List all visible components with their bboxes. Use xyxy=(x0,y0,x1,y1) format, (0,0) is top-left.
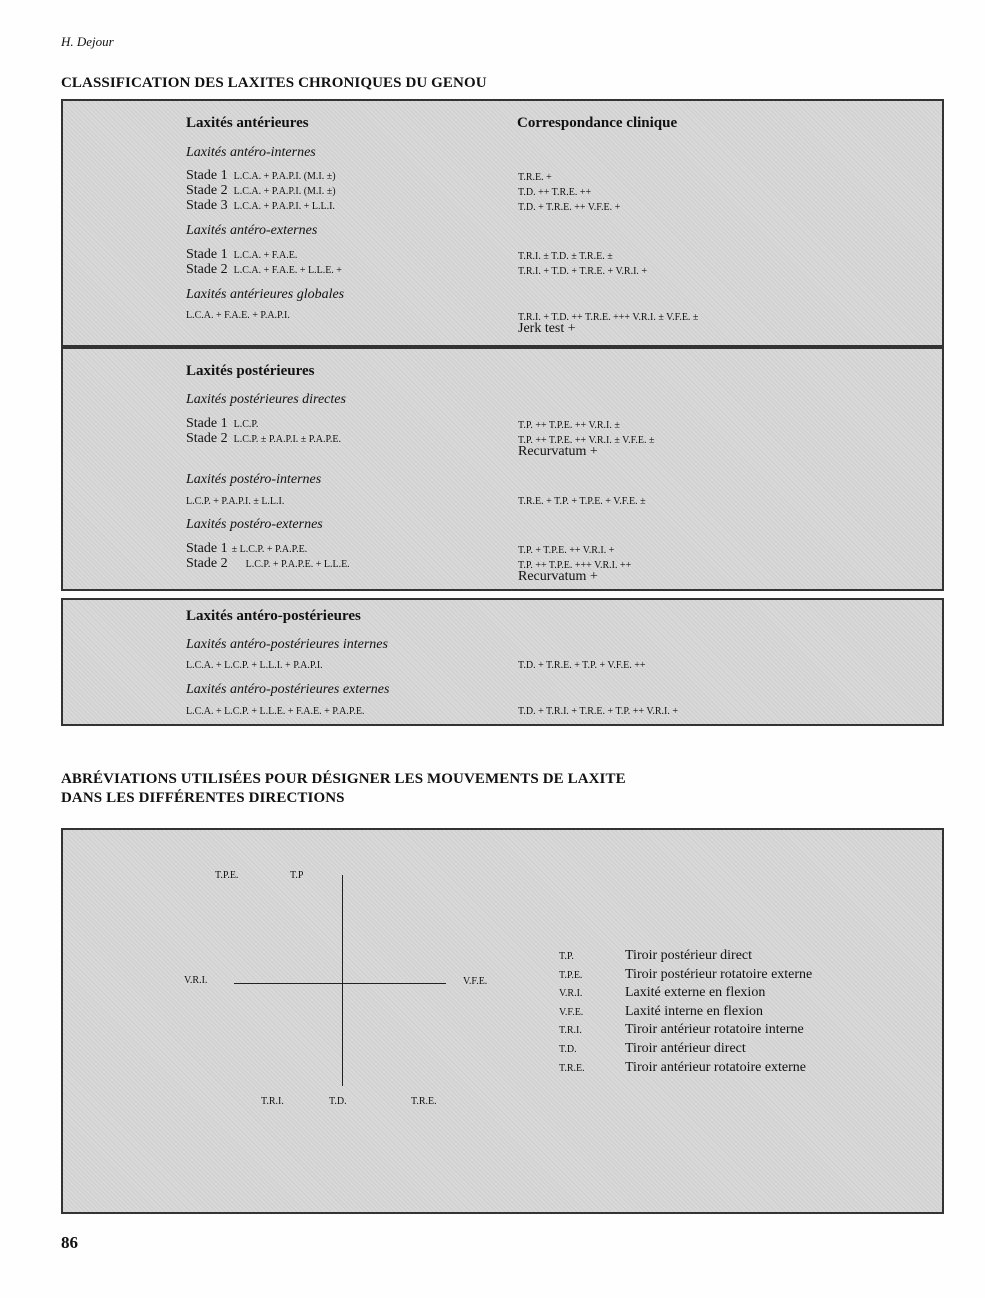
classification-title: CLASSIFICATION DES LAXITES CHRONIQUES DU GENOU xyxy=(61,75,487,91)
abbreviation-line: L.C.A. + F.A.E. + P.A.P.I. xyxy=(186,310,290,321)
clinical-value: T.R.I. ± T.D. ± T.R.E. ± xyxy=(518,251,613,262)
stage-row: Stade 1 ± L.C.P. + P.A.P.E. xyxy=(186,541,308,556)
axis-label-tre: T.R.E. xyxy=(411,1096,437,1107)
stage-row: Stade 3 L.C.A. + P.A.P.I. + L.L.I. xyxy=(186,198,335,213)
group-title: Laxités postérieures directes xyxy=(186,392,346,407)
group-title: Laxités antéro-postérieures internes xyxy=(186,637,388,652)
posterior-heading: Laxités postérieures xyxy=(186,363,315,379)
author-name: H. Dejour xyxy=(61,34,114,49)
group-title: Laxités antéro-externes xyxy=(186,223,318,238)
axis-label-vri: V.R.I. xyxy=(184,975,208,986)
posterior-laxities-box xyxy=(61,347,944,591)
clinical-value: T.R.I. + T.D. + T.R.E. + V.R.I. + xyxy=(518,266,648,277)
clinical-value: Jerk test + xyxy=(518,321,576,336)
axis-label-tri: T.R.I. xyxy=(261,1096,284,1107)
axis-label-tp: T.P xyxy=(290,870,304,881)
horizontal-axis xyxy=(234,983,446,984)
legend-item: V.R.I. Laxité externe en flexion xyxy=(559,985,766,1001)
legend-item: T.P.E. Tiroir postérieur rotatoire externe xyxy=(559,966,813,982)
axis-label-td: T.D. xyxy=(329,1096,347,1107)
anterior-heading: Laxités antérieures xyxy=(186,115,309,131)
clinical-value: Recurvatum + xyxy=(518,569,598,584)
laxity-direction-diagram-box xyxy=(61,828,944,1214)
abbreviation-line: L.C.A. + L.C.P. + L.L.E. + F.A.E. + P.A.P.E. xyxy=(186,706,365,717)
abbreviation-line: L.C.A. + L.C.P. + L.L.I. + P.A.P.I. xyxy=(186,660,323,671)
clinical-value: T.R.E. + xyxy=(518,172,552,183)
group-title: Laxités postéro-externes xyxy=(186,517,323,532)
stage-row: Stade 2 L.C.P. + P.A.P.E. + L.L.E. xyxy=(186,556,350,571)
antero-posterior-laxities-box xyxy=(61,598,944,726)
page-number: 86 xyxy=(61,1233,78,1252)
legend-item: T.P. Tiroir postérieur direct xyxy=(559,948,753,963)
legend-item: T.D. Tiroir antérieur direct xyxy=(559,1040,746,1056)
abbreviations-title: ABRÉVIATIONS UTILISÉES POUR DÉSIGNER LES MOUVEMENTS DE LAXITE DANS LES DIFFÉRENTES DIRECTIONS xyxy=(61,771,626,806)
legend-item: T.R.E. Tiroir antérieur rotatoire externe xyxy=(559,1059,807,1075)
stage-row: Stade 1 L.C.A. + F.A.E. xyxy=(186,247,298,262)
clinical-value: T.R.E. + T.P. + T.P.E. + V.F.E. ± xyxy=(518,496,646,507)
stage-row: Stade 1 L.C.A. + P.A.P.I. (M.I. ±) xyxy=(186,168,336,183)
axis-label-tpe: T.P.E. xyxy=(215,870,239,881)
clinical-value: T.D. + T.R.E. ++ V.F.E. + xyxy=(518,202,621,213)
abbreviation-legend xyxy=(559,947,812,1077)
anterior-laxities-box xyxy=(61,99,944,347)
group-title: Laxités antérieures globales xyxy=(186,287,345,302)
stage-row: Stade 2 L.C.A. + P.A.P.I. (M.I. ±) xyxy=(186,183,336,198)
stage-row: Stade 2 L.C.P. ± P.A.P.I. ± P.A.P.E. xyxy=(186,431,342,446)
abbreviation-line: L.C.P. + P.A.P.I. ± L.L.I. xyxy=(186,496,285,507)
clinical-value: T.P. + T.P.E. ++ V.R.I. + xyxy=(518,545,615,556)
clinical-heading: Correspondance clinique xyxy=(517,115,678,131)
clinical-value: T.D. + T.R.E. + T.P. + V.F.E. ++ xyxy=(518,660,646,671)
group-title: Laxités antéro-postérieures externes xyxy=(186,682,390,697)
group-title: Laxités postéro-internes xyxy=(186,472,322,487)
legend-item: V.F.E. Laxité interne en flexion xyxy=(559,1003,763,1019)
axis-label-vfe: V.F.E. xyxy=(463,976,488,987)
clinical-value: T.R.I. + T.D. ++ T.R.E. +++ V.R.I. ± V.F.E. ± xyxy=(518,312,699,323)
clinical-value: T.P. ++ T.P.E. ++ V.R.I. ± xyxy=(518,420,620,431)
group-title: Laxités antéro-internes xyxy=(186,145,316,160)
clinical-value: Recurvatum + xyxy=(518,444,598,459)
antero-posterior-heading: Laxités antéro-postérieures xyxy=(186,608,361,624)
clinical-value: T.D. ++ T.R.E. ++ xyxy=(518,187,592,198)
clinical-value: T.D. + T.R.I. + T.R.E. + T.P. ++ V.R.I. + xyxy=(518,706,678,717)
vertical-axis xyxy=(342,875,343,1086)
stage-row: Stade 2 L.C.A. + F.A.E. + L.L.E. + xyxy=(186,262,342,277)
clinical-value: T.P. ++ T.P.E. +++ V.R.I. ++ xyxy=(518,560,632,571)
legend-item: T.R.I. Tiroir antérieur rotatoire interne xyxy=(559,1022,804,1038)
clinical-value: T.P. ++ T.P.E. ++ V.R.I. ± V.F.E. ± xyxy=(518,435,655,446)
stage-row: Stade 1 L.C.P. xyxy=(186,416,259,431)
